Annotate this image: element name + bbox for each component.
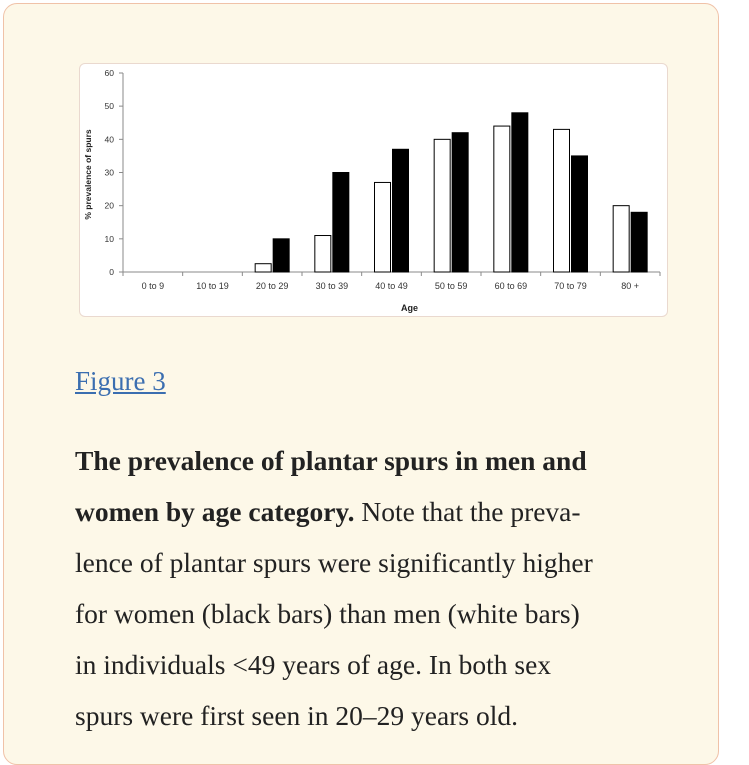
figure-caption <box>75 435 665 741</box>
bar <box>494 126 510 272</box>
bar <box>393 149 409 272</box>
x-tick-label: 70 to 79 <box>554 281 587 291</box>
y-axis-label: % prevalence of spurs <box>83 129 93 220</box>
figure-card <box>3 3 719 765</box>
caption-title: The prevalence of plantar spurs in men and women by age category. <box>75 445 587 527</box>
bar <box>452 133 468 272</box>
y-tick-label: 60 <box>104 68 114 78</box>
y-tick-label: 40 <box>104 134 114 145</box>
chart-panel <box>79 63 668 317</box>
caption-line-3: for women (black bars) than men (white bars) <box>75 598 580 629</box>
y-tick-label: 20 <box>104 200 114 211</box>
bar <box>375 182 391 272</box>
caption-line-1: Note that the preva- <box>354 496 581 527</box>
bar <box>315 236 331 272</box>
x-tick-label: 10 to 19 <box>196 281 229 291</box>
bar <box>613 206 629 272</box>
bar-chart <box>80 64 667 316</box>
x-tick-label: 60 to 69 <box>494 281 528 291</box>
x-tick-label: 50 to 59 <box>434 281 468 291</box>
caption-line-5: spurs were first seen in 20–29 years old. <box>75 700 518 731</box>
caption-line-4: in individuals <49 years of age. In both sex <box>75 649 552 680</box>
figure-link[interactable]: Figure 3 <box>75 366 166 396</box>
caption-line-2: lence of plantar spurs were significantly higher <box>75 547 593 578</box>
x-tick-label: 20 to 29 <box>255 281 289 291</box>
bar <box>434 139 450 272</box>
bar <box>512 113 528 272</box>
y-tick-label: 50 <box>104 101 114 112</box>
y-tick-label: 10 <box>104 233 114 244</box>
y-tick-label: 0 <box>109 267 114 277</box>
x-tick-label: 40 to 49 <box>375 281 408 291</box>
bar <box>273 239 289 272</box>
bar <box>333 173 349 273</box>
bar <box>572 156 588 272</box>
y-tick-label: 30 <box>104 167 114 178</box>
x-tick-label: 80 + <box>621 281 640 291</box>
x-tick-label: 0 to 9 <box>141 281 165 291</box>
bar <box>255 264 271 272</box>
bar <box>631 212 647 272</box>
x-axis-label: Age <box>400 303 419 313</box>
bar <box>554 129 570 272</box>
x-tick-label: 30 to 39 <box>315 281 349 291</box>
